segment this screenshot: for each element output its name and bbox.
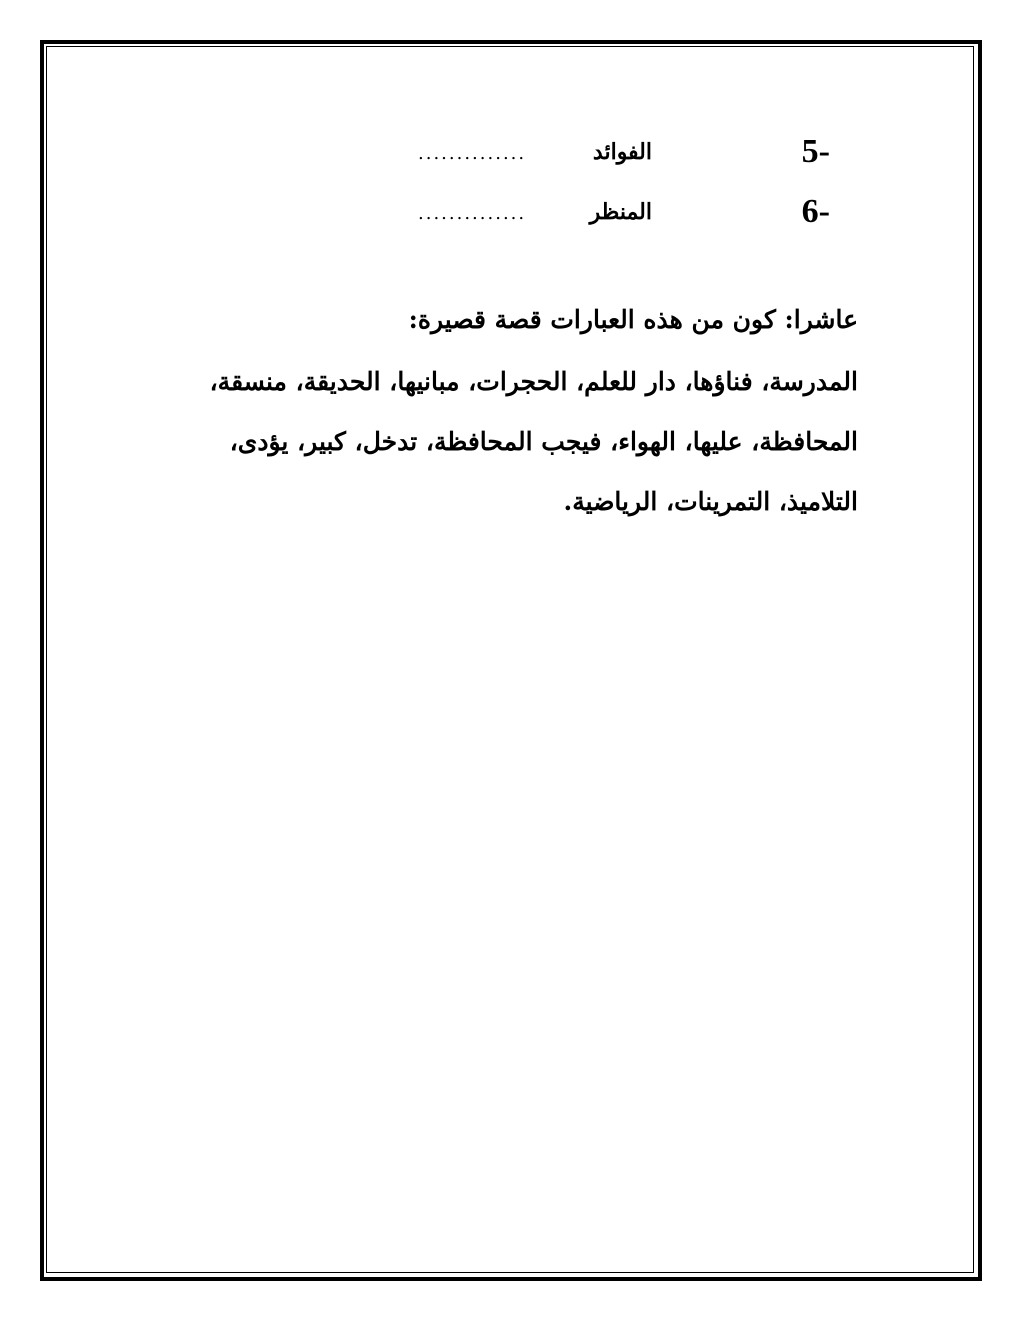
answer-blank: .............. xyxy=(418,143,527,164)
answer-blank: .............. xyxy=(418,203,527,224)
exercise-line-2: المحافظة، عليها، الهواء، فيجب المحافظة، تدخل، كبير، يؤدى، xyxy=(229,427,858,456)
item-number: 5- xyxy=(801,133,830,170)
item-number: 6- xyxy=(801,193,830,230)
exercise-line-1: المدرسة، فناؤها، دار للعلم، الحجرات، مبانيها، الحديقة، منسقة، xyxy=(209,367,858,396)
exercise-heading: عاشرا: كون من هذه العبارات قصة قصيرة: xyxy=(408,305,858,334)
item-word: الفوائد xyxy=(592,139,652,165)
list-item-6 xyxy=(400,188,830,236)
list-item-5 xyxy=(400,128,830,176)
item-word: المنظر xyxy=(589,199,652,225)
exercise-line-3: التلاميذ، التمرينات، الرياضية. xyxy=(563,487,858,516)
